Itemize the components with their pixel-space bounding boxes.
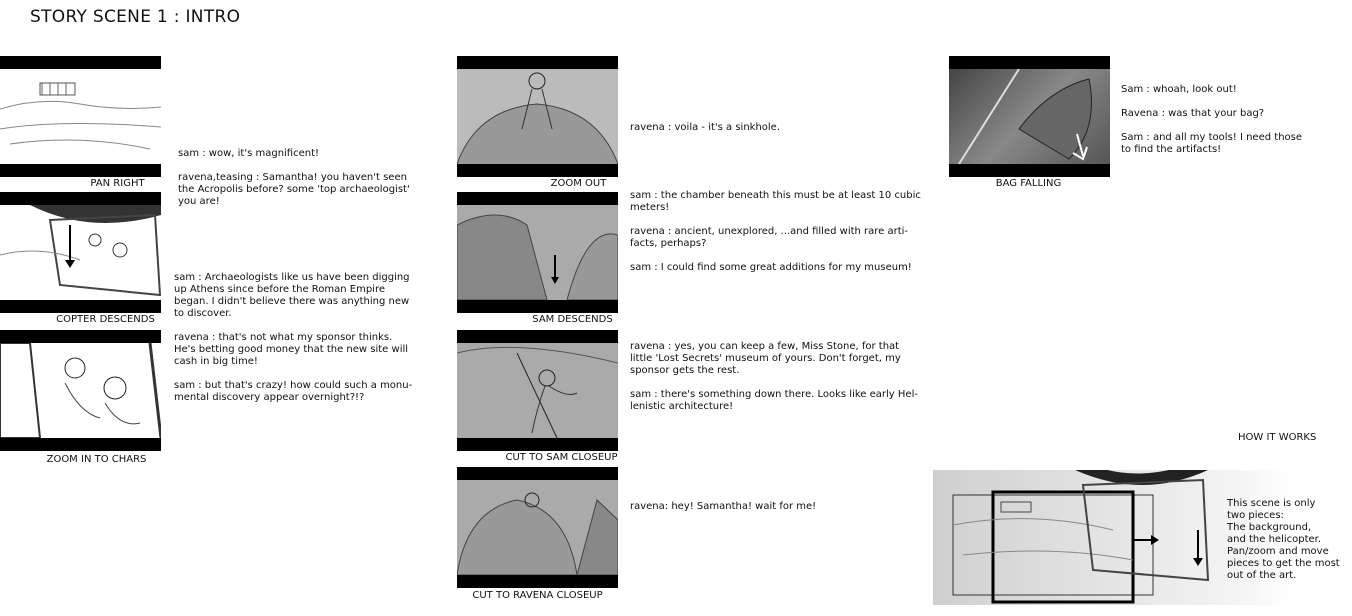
page-title: STORY SCENE 1 : INTRO bbox=[30, 7, 241, 27]
panel-caption: SAM DESCENDS bbox=[532, 314, 613, 325]
panel-caption: CUT TO SAM CLOSEUP bbox=[505, 452, 618, 463]
panel-caption: PAN RIGHT bbox=[90, 178, 145, 189]
storyboard-panel-copter-descends bbox=[0, 192, 161, 313]
dialogue-text: sam : the chamber beneath this must be at least 10 cubic meters! ravena : ancient, unexplored, ...and filled with rare arti- facts, perhaps? sam : I could find some great additions for my museum! bbox=[630, 190, 921, 273]
panel-caption: BAG FALLING bbox=[995, 178, 1062, 189]
how-it-works-heading: HOW IT WORKS bbox=[1238, 432, 1317, 443]
storyboard-panel-sam-descends bbox=[457, 192, 618, 313]
storyboard-panel-pan-right bbox=[0, 56, 161, 177]
dialogue-text: ravena: hey! Samantha! wait for me! bbox=[630, 501, 817, 512]
how-it-works-text: This scene is only two pieces: The background, and the helicopter. Pan/zoom and move pieces to get the most out of the art. bbox=[1227, 498, 1340, 581]
dialogue-text: Sam : whoah, look out! Ravena : was that your bag? Sam : and all my tools! I need those to find the artifacts! bbox=[1121, 84, 1303, 155]
storyboard-panel-bag-falling bbox=[949, 56, 1110, 177]
dialogue-text: sam : wow, it's magnificent! ravena,teasing : Samantha! you haven't seen the Acropolis before? some 'top archaeologist' you are! bbox=[178, 148, 410, 207]
panel-caption: COPTER DESCENDS bbox=[56, 314, 155, 325]
storyboard-panel-zoom-in-to-chars bbox=[0, 330, 161, 451]
storyboard-panel-cut-to-sam-closeup bbox=[457, 330, 618, 451]
panel-caption: ZOOM OUT bbox=[550, 178, 607, 189]
storyboard-panel-zoom-out bbox=[457, 56, 618, 177]
dialogue-text: sam : Archaeologists like us have been digging up Athens since before the Roman Empire began. I didn't believe there was anything new to discover. ravena : that's not what my sponsor thinks. He's betting good money that the new site will cash in big time! sam : but that's crazy! how could such a monu- mental discovery appear overnight?!? bbox=[174, 272, 413, 403]
dialogue-text: ravena : yes, you can keep a few, Miss Stone, for that little 'Lost Secrets' museum of yours. Don't forget, my sponsor gets the rest. sam : there's something down there. Looks like early Hel- lenistic architecture! bbox=[630, 341, 918, 412]
storyboard-panel-cut-to-ravena-closeup bbox=[457, 467, 618, 588]
panel-caption: ZOOM IN TO CHARS bbox=[46, 454, 147, 465]
dialogue-text: ravena : voila - it's a sinkhole. bbox=[630, 122, 781, 133]
panel-caption: CUT TO RAVENA CLOSEUP bbox=[472, 590, 603, 601]
